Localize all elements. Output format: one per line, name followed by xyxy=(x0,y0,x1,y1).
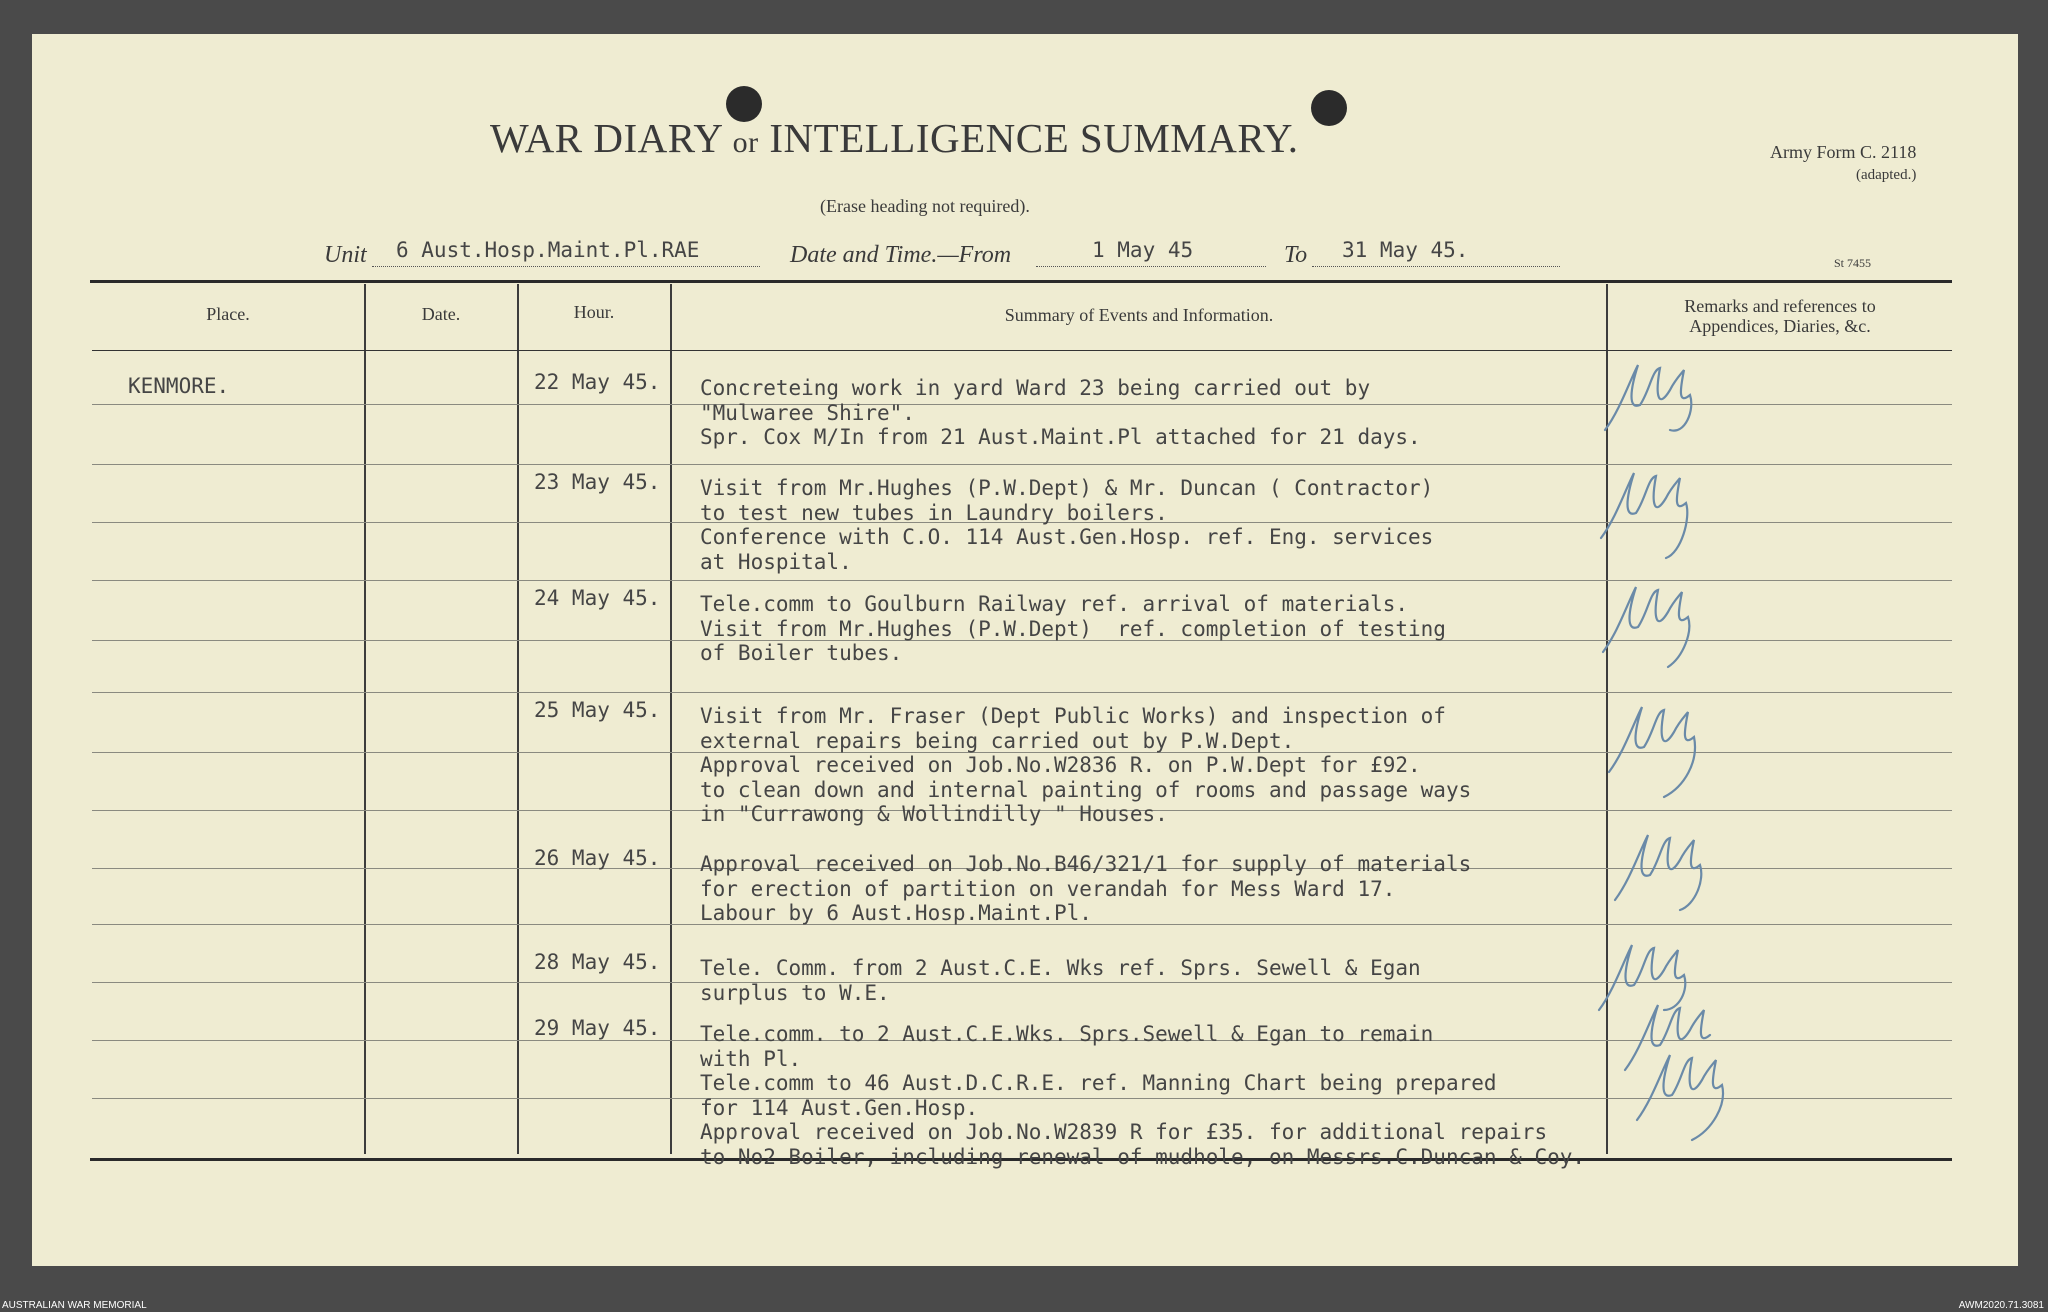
entry-line: in "Currawong & Wollindilly " Houses. xyxy=(700,802,1168,827)
initials-mark xyxy=(1615,835,1701,910)
date-label: Date and Time.—From xyxy=(790,242,1012,268)
initials-mark xyxy=(1601,473,1687,558)
entry-line: Visit from Mr.Hughes (P.W.Dept) & Mr. Duncan ( Contractor) xyxy=(700,476,1434,500)
unit-label: Unit xyxy=(324,242,367,268)
entry-line: "Mulwaree Shire". xyxy=(700,400,915,425)
col-divider xyxy=(517,284,519,1154)
to-value: 31 May 45. xyxy=(1342,238,1469,262)
entry-line: to test new tubes in Laundry boilers. xyxy=(700,500,1168,525)
entry-date: 26 May 45. xyxy=(534,846,661,870)
entry-date: 25 May 45. xyxy=(534,698,661,722)
entry-line: external repairs being carried out by P.W.Dept. xyxy=(700,728,1295,753)
initials-signatures xyxy=(1590,340,1730,1170)
initials-mark xyxy=(1603,587,1689,667)
footer-accession: AWM2020.71.3081 xyxy=(1958,1300,2044,1311)
to-label: To xyxy=(1284,242,1308,268)
entry-line: Approval received on Job.No.B46/321/1 for supply of materials xyxy=(700,852,1472,876)
entry-line: of Boiler tubes. xyxy=(700,641,903,666)
entry-line: Tele.comm to Goulburn Railway ref. arrival of materials. xyxy=(700,592,1409,616)
entry-line: to clean down and internal painting of rooms and passage ways xyxy=(700,777,1472,802)
col-divider xyxy=(670,284,672,1154)
entry-line: Visit from Mr. Fraser (Dept Public Works) and inspection of xyxy=(700,704,1446,728)
initials-mark xyxy=(1637,1055,1723,1140)
entry-line: with Pl. xyxy=(700,1046,802,1071)
col-head-summary: Summary of Events and Information. xyxy=(1004,305,1274,325)
from-dotline xyxy=(1036,266,1266,267)
initials-mark xyxy=(1605,365,1691,431)
stationery-code: St 7455 xyxy=(1834,256,1872,270)
entry-line: Concreteing work in yard Ward 23 being carried out by xyxy=(700,376,1371,400)
entry-line: Labour by 6 Aust.Hosp.Maint.Pl. xyxy=(700,901,1092,926)
col-head-remarks: Remarks and references to Appendices, Diaries, &c. xyxy=(1684,296,1876,336)
entry-date: 24 May 45. xyxy=(534,586,661,610)
entry-line: for erection of partition on verandah for Mess Ward 17. xyxy=(700,876,1396,901)
entry-line: Conference with C.O. 114 Aust.Gen.Hosp. ref. Eng. services xyxy=(700,525,1434,550)
table-top-rule xyxy=(90,280,1952,283)
entry-line: surplus to W.E. xyxy=(700,980,890,1005)
col-divider xyxy=(364,284,366,1154)
entry-line: Approval received on Job.No.W2839 R for £35. for additional repairs xyxy=(700,1120,1548,1145)
entry-date: 28 May 45. xyxy=(534,950,661,974)
unit-value: 6 Aust.Hosp.Maint.Pl.RAE xyxy=(396,238,700,262)
col-head-place: Place. xyxy=(206,304,250,324)
form-title: WAR DIARY or INTELLIGENCE SUMMARY. xyxy=(490,115,1299,161)
entry-line: Visit from Mr.Hughes (P.W.Dept) ref. completion of testing xyxy=(700,616,1446,641)
entry-line: Tele.comm to 46 Aust.D.C.R.E. ref. Manning Chart being prepared xyxy=(700,1071,1497,1096)
initials-mark xyxy=(1599,945,1685,1010)
col-head-hour: Hour. xyxy=(573,302,615,322)
to-dotline xyxy=(1312,266,1560,267)
entry-date: 23 May 45. xyxy=(534,470,661,494)
entry-date: 29 May 45. xyxy=(534,1016,661,1040)
footer-credit: AUSTRALIAN WAR MEMORIAL xyxy=(2,1300,147,1311)
initials-mark xyxy=(1609,707,1695,797)
col-head-date: Date. xyxy=(421,304,461,324)
entry-line: for 114 Aust.Gen.Hosp. xyxy=(700,1095,979,1120)
entry-line: Approval received on Job.No.W2836 R. on P.W.Dept for £92. xyxy=(700,753,1421,778)
form-subtitle: (Erase heading not required). xyxy=(820,196,1030,216)
entry-line: Tele. Comm. from 2 Aust.C.E. Wks ref. Sprs. Sewell & Egan xyxy=(700,956,1421,980)
place-value: KENMORE. xyxy=(128,374,230,398)
unit-dotline xyxy=(372,266,760,267)
entry-date: 22 May 45. xyxy=(534,370,661,394)
from-value: 1 May 45 xyxy=(1092,238,1194,262)
entry-line: to No2 Boiler, including renewal of mudhole, on Messrs.C.Duncan & Coy. xyxy=(700,1145,1586,1169)
entry-line: Spr. Cox M/In from 21 Aust.Maint.Pl attached for 21 days. xyxy=(700,425,1421,450)
entry-line: at Hospital. xyxy=(700,549,852,574)
entry-line: Tele.comm. to 2 Aust.C.E.Wks. Sprs.Sewell & Egan to remain xyxy=(700,1022,1434,1046)
form-number: Army Form C. 2118 (adapted.) xyxy=(1770,142,1917,183)
